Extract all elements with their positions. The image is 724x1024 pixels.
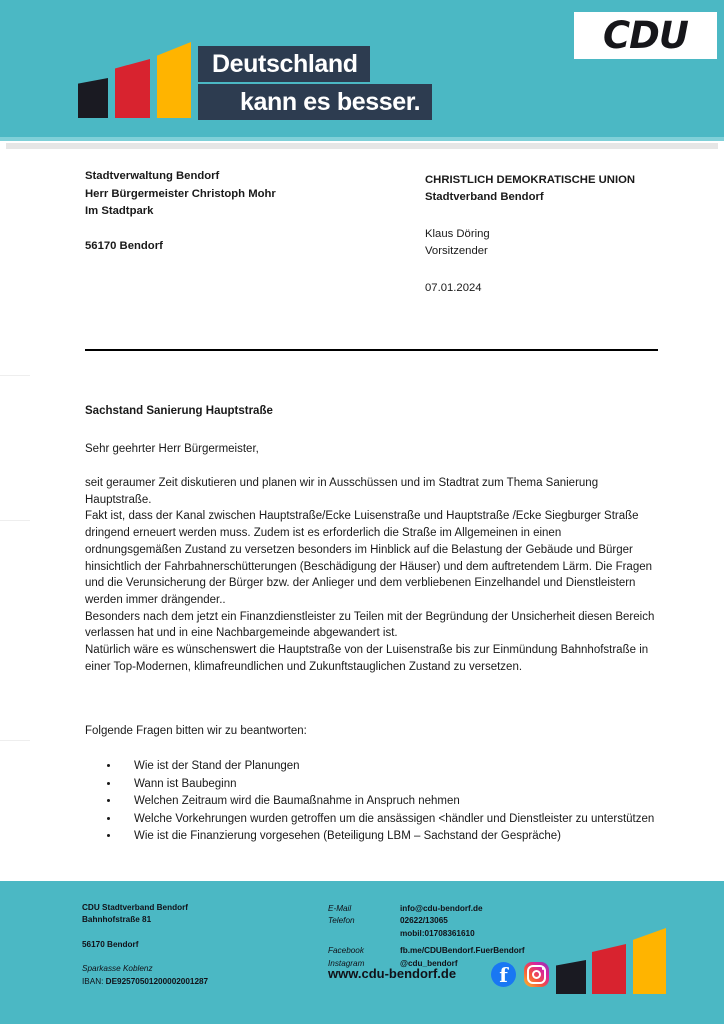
- header-separator: [6, 143, 718, 149]
- cdu-flag-bars-icon: [78, 42, 196, 118]
- recipient-address: [85, 168, 405, 255]
- margin-mark: [0, 520, 30, 521]
- sender-name: Klaus Döring: [425, 228, 490, 240]
- paragraph-4: Natürlich wäre es wünschenswert die Hauptstraße von der Luisenstraße bis zur Einmündung Bahnhofstraße in einer Top-Modernen, klimafreundlichen und Zukunftstauglichen Zustand zu versetzen.: [85, 644, 649, 673]
- footer-iban-value: DE92570501200002001287: [105, 976, 209, 986]
- recipient-line-1: Stadtverwaltung Bendorf: [85, 170, 220, 182]
- margin-mark: [0, 375, 30, 376]
- slogan-line-2: kann es besser.: [198, 84, 432, 120]
- list-item: • Welche Vorkehrungen wurden getroffen um die ansässigen <händler und Dienstleister zu unterstützen: [120, 811, 700, 829]
- contact-label-instagram: Instagram: [328, 958, 365, 968]
- footer-iban-label: IBAN:: [82, 976, 104, 986]
- list-item: • Welchen Zeitraum wird die Baumaßnahme in Anspruch nehmen: [120, 793, 700, 811]
- footer-address-block: [82, 902, 208, 988]
- letter-paragraphs: [85, 475, 657, 675]
- footer-website-link[interactable]: www.cdu-bendorf.de: [328, 966, 457, 981]
- contact-label-telefon: Telefon: [328, 916, 355, 926]
- cdu-logo-text: CDU: [603, 14, 688, 57]
- footer-org-name: CDU Stadtverband Bendorf: [82, 903, 188, 912]
- sender-block: [425, 172, 695, 297]
- list-item: • Wann ist Baubeginn: [120, 776, 700, 794]
- contact-value-mobil: mobil:01708361610: [400, 928, 475, 938]
- facebook-icon[interactable]: [491, 962, 516, 987]
- questions-list: [85, 758, 700, 846]
- recipient-line-2: Herr Bürgermeister Christoph Mohr: [85, 187, 276, 200]
- questions-intro: Folgende Fragen bitten wir zu beantworten:: [85, 725, 307, 737]
- contact-value-facebook[interactable]: fb.me/CDUBendorf.FuerBendorf: [400, 946, 525, 956]
- list-item: • Wie ist der Stand der Planungen: [120, 758, 700, 776]
- social-links: [491, 962, 549, 987]
- paragraph-1: seit geraumer Zeit diskutieren und planen wir in Ausschüssen und im Stadtrat zum Thema Sanierung Hauptstraße.: [85, 477, 599, 506]
- paragraph-3: Besonders nach dem jetzt ein Finanzdienstleister zu Teilen mit der Begründung der Unsicherheit diesen Bereich verlassen hat und in eine Nachbargemeinde abgewandert ist.: [85, 610, 655, 640]
- sender-org-line-2: Stadtverband Bendorf: [425, 191, 544, 203]
- list-item: • Wie ist die Finanzierung vorgesehen (Beteiligung LBM – Sachstand der Gespräche): [120, 828, 700, 846]
- cdu-flag-bars-icon-footer: [556, 928, 676, 994]
- footer-iban: [82, 976, 208, 988]
- footer-street: Bahnhofstraße 81: [82, 915, 152, 925]
- header-band-accent: [0, 137, 724, 141]
- contact-label-email: E-Mail: [328, 904, 352, 913]
- contact-value-instagram[interactable]: @cdu_bendorf: [400, 958, 458, 968]
- contact-label-mobil: [328, 928, 400, 940]
- sender-role: Vorsitzender: [425, 245, 488, 257]
- contact-value-email[interactable]: info@cdu-bendorf.de: [400, 904, 483, 913]
- letter-salutation: Sehr geehrter Herr Bürgermeister,: [85, 443, 259, 455]
- header-divider-rule: [85, 349, 658, 351]
- paragraph-2: Fakt ist, dass der Kanal zwischen Hauptstraße/Ecke Luisenstraße und Hauptstraße /Ecke Siegburger Straße dringend erneuert werden muss. Zudem ist es erforderlich die Straße im Allgemeinen in einen ordnungsgemäßen Zustand zu versetzen besonders im Hinblick auf die Belastung der Gebäude und Bürger hinsichtlich der Fahrbahnerschütterungen (Beschädigung der Häuser) und dem auftretendem Lärm. Die Fragen und die Verunsicherung der Bürger bzw. der Anlieger und dem verbliebenen Einzelhandel und Dienstleistern werden immer drängender..: [85, 510, 653, 606]
- instagram-icon[interactable]: [524, 962, 549, 987]
- sender-org-line-1: CHRISTLICH DEMOKRATISCHE UNION: [425, 174, 636, 186]
- cdu-logo: [574, 12, 717, 59]
- slogan-line-1: Deutschland: [198, 46, 370, 82]
- letter-subject: Sachstand Sanierung Hauptstraße: [85, 405, 273, 417]
- margin-mark: [0, 740, 30, 741]
- recipient-line-3: Im Stadtpark: [85, 205, 154, 217]
- footer-contact-block: [328, 903, 525, 970]
- campaign-slogan: [198, 46, 468, 120]
- footer-bank-name: Sparkasse Koblenz: [82, 964, 153, 974]
- recipient-city: 56170 Bendorf: [85, 239, 163, 252]
- contact-label-facebook: Facebook: [328, 946, 364, 956]
- footer-city: 56170 Bendorf: [82, 939, 139, 949]
- contact-value-telefon: 02622/13065: [400, 916, 448, 926]
- letter-date: 07.01.2024: [425, 282, 482, 294]
